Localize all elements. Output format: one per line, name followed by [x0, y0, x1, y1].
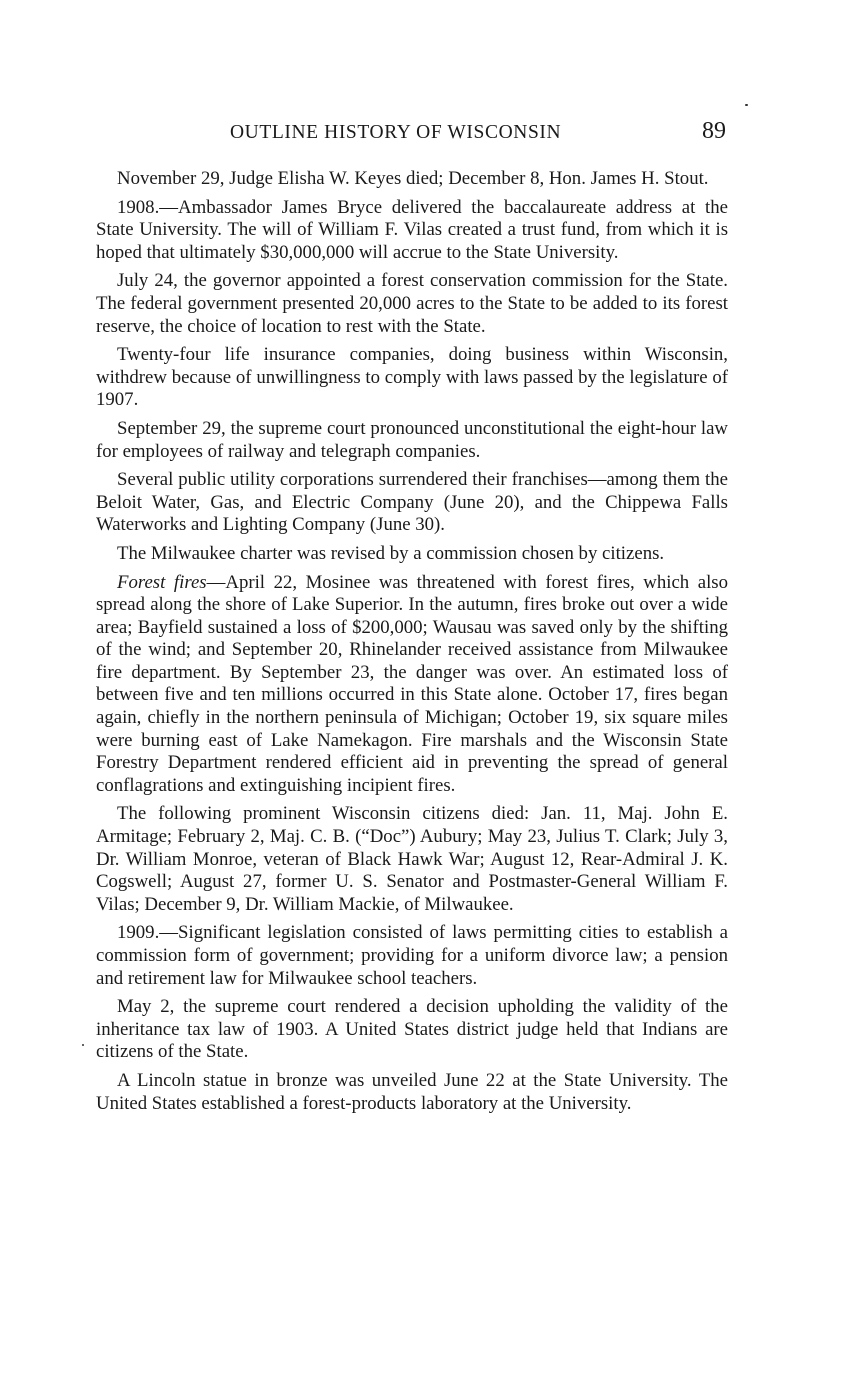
page-number: 89: [702, 118, 726, 144]
scan-speck: [82, 1044, 84, 1046]
paragraph-text: Twenty-four life insurance companies, doing business within Wisconsin, withdrew because of unwillingness to comply with laws passed by the legislature of 1907.: [96, 344, 728, 411]
year-heading-1908: 1908.: [117, 196, 160, 218]
paragraph-text: The Milwaukee charter was revised by a commission chosen by citizens.: [117, 542, 665, 564]
paragraph-text: —April 22, Mosinee was threatened with forest fires, which also spread along the shore of Lake Superior. In the autumn, fires broke out over a wide area; Bayfield sustained a loss of $200,000; Wausau was saved only by the shifting of the wind; and September 20, Rhinelander received assistance from Milwaukee fire department. By September 23, the danger was over. An estimated loss of between five and ten millions occurred in this State alone. October 17, fires began again, chiefly in the northern peninsula of Michigan; October 19, six square miles were burning east of Lake Namekagon. Fire marshals and the Wisconsin State Forestry Department rendered efficient aid in preventing the spread of general conflagrations and extinguishing incipient fires.: [96, 571, 728, 796]
paragraph-forest-fires: [96, 572, 728, 798]
paragraph-text: November 29, Judge Elisha W. Keyes died; December 8, Hon. James H. Stout.: [117, 168, 709, 189]
paragraph-1909: [96, 922, 728, 990]
paragraph-text: A Lincoln statue in bronze was unveiled June 22 at the State University. The United States established a forest-products laboratory at the University.: [96, 1069, 728, 1114]
running-head: [96, 118, 728, 154]
paragraph-insurance: [96, 344, 728, 412]
paragraph-keyes-stout: [96, 168, 728, 191]
paragraph-forest-commission: [96, 270, 728, 338]
paragraph-lincoln-statue: [96, 1070, 728, 1115]
running-title: OUTLINE HISTORY OF WISCONSIN: [230, 122, 562, 143]
paragraph-text: May 2, the supreme court rendered a decision upholding the validity of the inheritance tax law of 1903. A United States district judge held that Indians are citizens of the State.: [96, 996, 728, 1063]
paragraph-deaths: [96, 803, 728, 916]
paragraph-inheritance-tax: [96, 996, 728, 1064]
year-heading-1909: 1909.: [117, 922, 160, 944]
paragraph-text: —Ambassador James Bryce delivered the baccalaureate address at the State University. The will of William F. Vilas created a trust fund, from which it is hoped that ultimately $30,000,000 will accrue to the State University.: [96, 196, 728, 263]
paragraph-text: Several public utility corporations surrendered their franchises—among them the Beloit Water, Gas, and Electric Company (June 20), and the Chippewa Falls Waterworks and Lighting Company (June 30).: [96, 469, 728, 536]
paragraph-milwaukee-charter: [96, 543, 728, 566]
forest-fires-heading: Forest fires: [117, 571, 207, 593]
paragraph-utilities: [96, 469, 728, 537]
paragraph-text: —Significant legislation consisted of laws permitting cities to establish a commission form of government; providing for a uniform divorce law; a pension and retirement law for Milwaukee school teachers.: [96, 922, 728, 989]
paragraph-1908: [96, 197, 728, 265]
scan-speck: [745, 104, 748, 106]
paragraph-text: July 24, the governor appointed a forest conservation commission for the State. The federal government presented 20,000 acres to the State to be added to its forest reserve, the choice of location to rest with the State.: [96, 270, 728, 337]
paragraph-text: September 29, the supreme court pronounced unconstitutional the eight-hour law for employees of railway and telegraph companies.: [96, 417, 728, 462]
paragraph-text: The following prominent Wisconsin citizens died: Jan. 11, Maj. John E. Armitage; February 2, Maj. C. B. (“Doc”) Aubury; May 23, Julius T. Clark; July 3, Dr. William Monroe, veteran of Black Hawk War; August 12, Rear-Admiral J. K. Cogswell; August 27, former U. S. Senator and Postmaster-General William F. Vilas; December 9, Dr. William Mackie, of Milwaukee.: [96, 803, 728, 915]
page-body: [96, 118, 728, 1121]
paragraph-eight-hour-law: [96, 418, 728, 463]
